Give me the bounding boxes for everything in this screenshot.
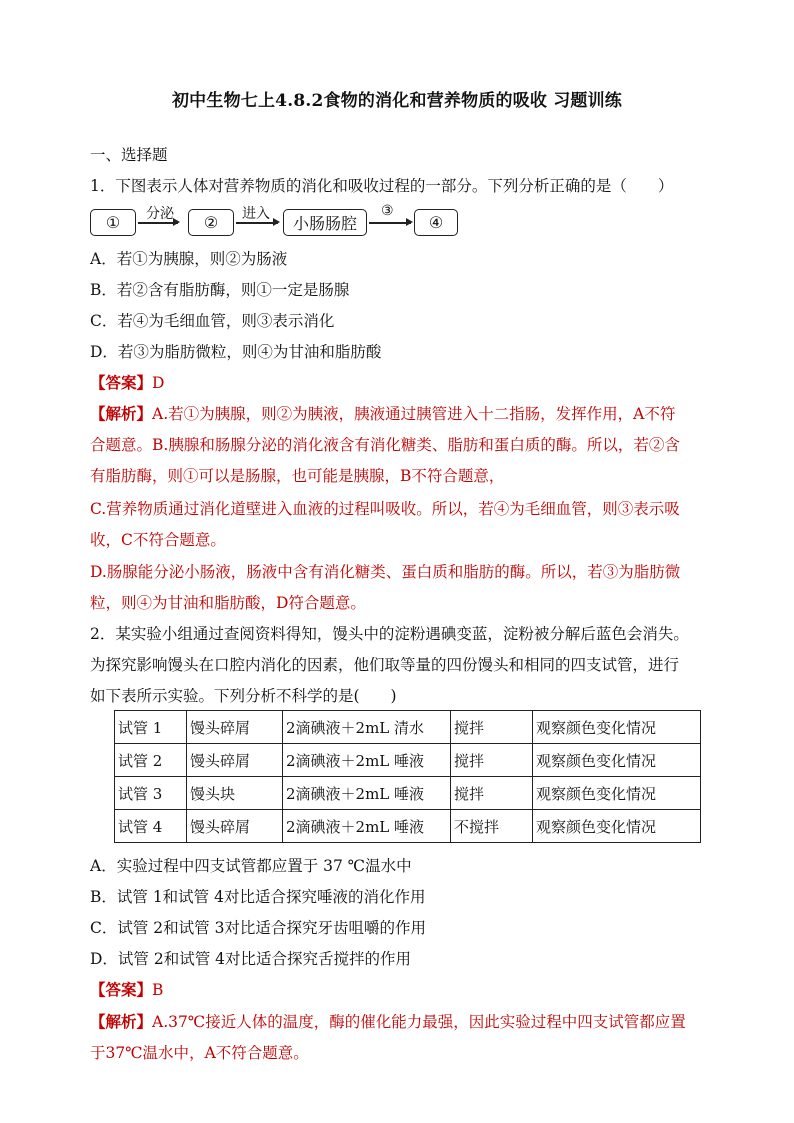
flow-arrow-3-label: ③ [381, 203, 394, 219]
flow-arrow-3 [369, 203, 411, 224]
q1-analysis-line-1 [90, 403, 675, 425]
q2-option-b: B．试管 1和试管 4对比适合探究唾液的消化作用 [90, 888, 426, 906]
flow-arrow-2-label: 进入 [242, 206, 270, 222]
q2-experiment-table [114, 710, 701, 843]
q1-analysis-tag: 【解析】 [90, 404, 153, 423]
table-row [115, 810, 701, 843]
table-cell: 馒头碎屑 [187, 711, 283, 744]
q1-answer [90, 372, 164, 394]
q2-answer-value: B [152, 981, 164, 999]
table-cell: 观察颜色变化情况 [533, 777, 701, 810]
table-cell: 2滴碘液＋2mL 唾液 [283, 744, 451, 777]
table-cell: 试管 1 [115, 711, 187, 744]
table-row [115, 777, 701, 810]
flow-arrow-1 [138, 206, 178, 224]
table-cell: 2滴碘液＋2mL 唾液 [283, 777, 451, 810]
table-cell: 搅拌 [451, 744, 533, 777]
table-row [115, 744, 701, 777]
q1-answer-tag: 【答案】 [90, 373, 153, 392]
table-cell: 馒头块 [187, 777, 283, 810]
q2-stem-line-1: 2．某实验小组通过查阅资料得知，馒头中的淀粉遇碘变蓝，淀粉被分解后蓝色会消失。 [90, 625, 689, 643]
q1-option-b: B．若②含有脂肪酶，则①一定是肠腺 [90, 281, 350, 299]
q2-analysis-text-1: A.37℃接近人体的温度，酶的催化能力最强，因此实验过程中四支试管都应置 [152, 1013, 686, 1031]
q1-analysis-line-7: 粒，则④为甘油和脂肪酸，D符合题意。 [90, 594, 366, 612]
q2-stem-line-3: 如下表所示实验。下列分析不科学的是( ) [90, 687, 397, 705]
q1-analysis-line-2: 合题意。B.胰腺和肠腺分泌的消化液含有消化糖类、脂肪和蛋白质的酶。所以，若②含 [90, 436, 680, 454]
q1-flow-diagram [90, 203, 470, 243]
flow-arrow-2 [236, 206, 278, 224]
q2-stem-line-2: 为探究影响馒头在口腔内消化的因素，他们取等量的四份馒头和相同的四支试管，进行 [90, 656, 680, 674]
table-cell: 搅拌 [451, 777, 533, 810]
table-cell: 试管 3 [115, 777, 187, 810]
q2-analysis-line-2: 于37℃温水中，A不符合题意。 [90, 1044, 309, 1062]
q2-option-a: A．实验过程中四支试管都应置于 37 ℃温水中 [90, 857, 412, 875]
table-cell: 2滴碘液＋2mL 唾液 [283, 810, 451, 843]
q2-option-d: D．试管 2和试管 4对比适合探究舌搅拌的作用 [90, 950, 412, 968]
flow-box-2: ② [188, 209, 234, 236]
q2-answer-tag: 【答案】 [90, 980, 153, 999]
table-cell: 试管 2 [115, 744, 187, 777]
section-heading: 一、选择题 [90, 146, 168, 164]
q1-option-a: A．若①为胰腺，则②为肠液 [90, 250, 288, 268]
q1-analysis-line-5: 收，C不符合题意。 [90, 531, 226, 549]
q2-analysis-line-1 [90, 1011, 686, 1033]
q1-analysis-text-1: A.若①为胰腺，则②为胰液，胰液通过胰管进入十二指肠，发挥作用，A不符 [152, 405, 676, 423]
flow-box-3: 小肠肠腔 [283, 209, 367, 236]
q1-answer-value: D [152, 374, 165, 392]
table-cell: 观察颜色变化情况 [533, 744, 701, 777]
flow-box-4: ④ [414, 209, 458, 236]
q1-option-d: D．若③为脂肪微粒，则④为甘油和脂肪酸 [90, 343, 382, 361]
q1-analysis-line-4: C.营养物质通过消化道壁进入血液的过程叫吸收。所以，若④为毛细血管，则③表示吸 [90, 500, 680, 518]
q1-stem: 1．下图表示人体对营养物质的消化和吸收过程的一部分。下列分析正确的是（ ） [90, 177, 674, 195]
table-cell: 馒头碎屑 [187, 744, 283, 777]
q1-option-c: C．若④为毛细血管，则③表示消化 [90, 312, 335, 330]
table-cell: 观察颜色变化情况 [533, 810, 701, 843]
table-row [115, 711, 701, 744]
q1-analysis-line-3: 有脂肪酶，则①可以是肠腺，也可能是胰腺，B不符合题意， [90, 467, 505, 485]
flow-box-1: ① [90, 209, 136, 236]
table-cell: 馒头碎屑 [187, 810, 283, 843]
q1-analysis-line-6: D.肠腺能分泌小肠液，肠液中含有消化糖类、蛋白质和脂肪的酶。所以，若③为脂肪微 [90, 563, 681, 581]
page-title: 初中生物七上4.8.2食物的消化和营养物质的吸收 习题训练 [171, 91, 623, 111]
table-cell: 试管 4 [115, 810, 187, 843]
q2-answer [90, 979, 163, 1001]
q2-analysis-tag: 【解析】 [90, 1012, 153, 1031]
flow-arrow-1-label: 分泌 [146, 206, 174, 222]
table-cell: 2滴碘液＋2mL 清水 [283, 711, 451, 744]
q2-option-c: C．试管 2和试管 3对比适合探究牙齿咀嚼的作用 [90, 919, 426, 937]
table-cell: 不搅拌 [451, 810, 533, 843]
table-cell: 搅拌 [451, 711, 533, 744]
table-cell: 观察颜色变化情况 [533, 711, 701, 744]
